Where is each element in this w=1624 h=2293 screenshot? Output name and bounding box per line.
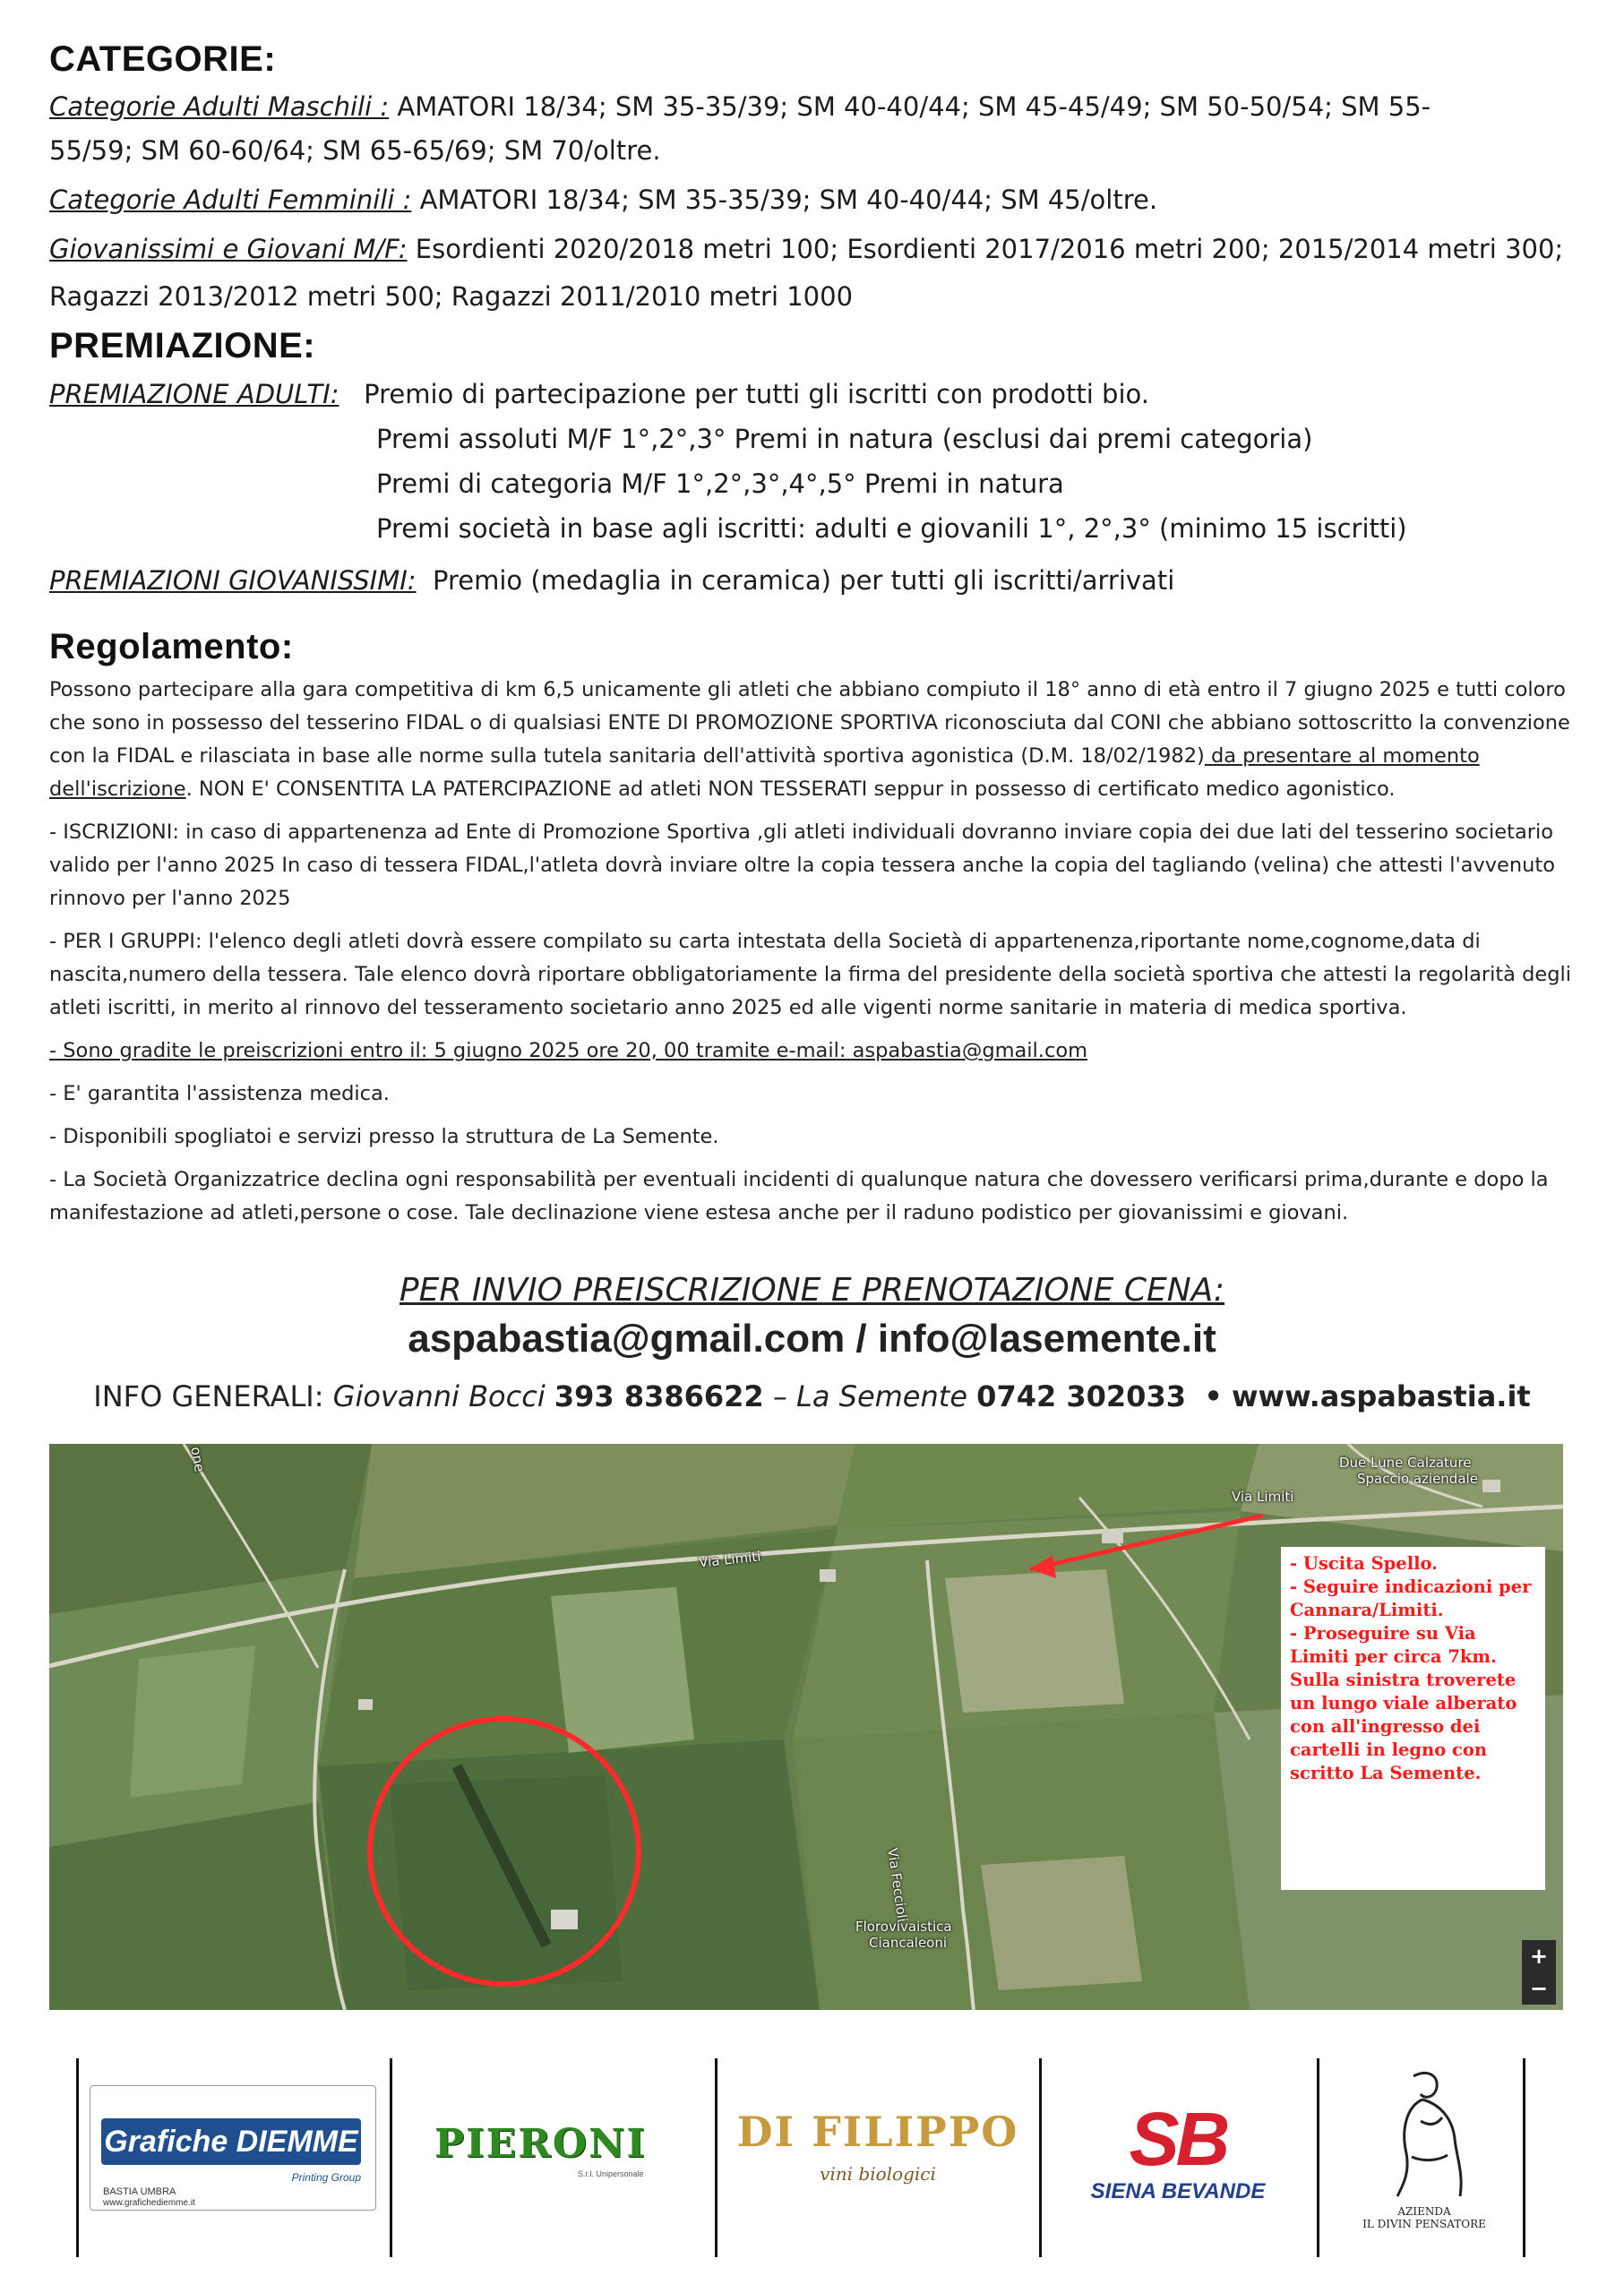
giovani-text-1: Esordienti 2020/2018 metri 100; Esordienti 2017/2016 metri 200; 2015/2014 metri 300; [415, 234, 1564, 264]
maschili-label: Categorie Adulti Maschili : [49, 91, 390, 122]
contatti-info [0, 1379, 1624, 1413]
bullet: • [1204, 1379, 1223, 1413]
divider [1039, 2058, 1042, 2257]
divider [1317, 2058, 1319, 2257]
map-label-due-lune: Due Lune Calzature [1339, 1455, 1472, 1471]
premiazione-giovanissimi-line [49, 563, 1174, 598]
regolamento-p6: - Disponibili spogliatoi e servizi presso la struttura de La Semente. [49, 1125, 719, 1148]
pensatore-figure-icon [1371, 2067, 1478, 2202]
difilippo-name: DI FILIPPO [736, 2108, 1019, 2156]
regolamento-p4: - Sono gradite le preiscrizioni entro il: 5 giugno 2025 ore 20, 00 tramite e-mail: aspabastia@gmail.com [49, 1039, 1088, 1062]
regolamento-p7: - La Società Organizzatrice declina ogni responsabilità per eventuali incidenti di qualunque natura che dovessero verificarsi prima,durante e dopo la manifestazione ad atleti,persone o cose. Tale declinazione viene estesa anche per il raduno podistico per giovanissimi e giovani. [49, 1168, 1549, 1224]
zoom-out-button[interactable]: − [1529, 1976, 1549, 2001]
person-1: Giovanni Bocci [332, 1379, 546, 1413]
regolamento-p5: - E' garantita l'assistenza medica. [49, 1082, 390, 1105]
femminili-text: AMATORI 18/34; SM 35-35/39; SM 40-40/44; SM 45/oltre. [419, 185, 1158, 215]
map-label-florovivaistica: Florovivaistica [855, 1919, 952, 1935]
regolamento-body [49, 674, 1572, 1240]
premiazione-adulti-line-2: Premi assoluti M/F 1°,2°,3° Premi in natura (esclusi dai premi categoria) [376, 424, 1313, 454]
maschili-line-2: 55/59; SM 60-60/64; SM 65-65/69; SM 70/oltre. [49, 135, 661, 166]
website-link[interactable]: www.aspabastia.it [1231, 1379, 1531, 1413]
difilippo-logo [730, 2108, 1026, 2206]
separator: – [772, 1379, 787, 1413]
difilippo-sub: vini biologici [820, 2163, 936, 2185]
sb-mark: SB [1129, 2097, 1227, 2181]
maschili-line-1 [49, 89, 1431, 125]
premiazione-giovanissimi-label: PREMIAZIONI GIOVANISSIMI: [49, 565, 417, 596]
diemme-city: BASTIA UMBRA [103, 2186, 176, 2197]
azienda-line-2: IL DIVIN PENSATORE [1362, 2218, 1486, 2230]
contatti-title: PER INVIO PREISCRIZIONE E PRENOTAZIONE CENA: [399, 1272, 1225, 1309]
contatti-emails[interactable]: aspabastia@gmail.com / info@lasemente.it [408, 1317, 1216, 1361]
regolamento-p1-end: . NON E' CONSENTITA LA PATERCIPAZIONE ad atleti NON TESSERATI seppur in possesso di certificato medico agonistico. [185, 777, 1396, 801]
premiazione-adulti-label: PREMIAZIONE ADULTI: [49, 379, 339, 409]
directions-line-3: - Proseguire su Via Limiti per circa 7km. Sulla sinistra troverete un lungo viale alberato con all'ingresso dei cartelli in legno con scritto La Semente. [1290, 1623, 1517, 1783]
premiazione-adulti-line-4: Premi società in base agli iscritti: adulti e giovanili 1°, 2°,3° (minimo 15 iscritti) [376, 513, 1407, 544]
categorie-heading: CATEGORIE: [49, 39, 277, 79]
phone-1[interactable]: 393 8386622 [554, 1379, 764, 1413]
info-label: INFO GENERALI: [93, 1379, 324, 1413]
divider [390, 2058, 392, 2257]
femminili-line [49, 182, 1157, 218]
pieroni-logo [434, 2121, 685, 2193]
premiazione-adulti-text-1: Premio di partecipazione per tutti gli iscritti con prodotti bio. [364, 379, 1149, 409]
zoom-in-button[interactable]: + [1529, 1944, 1549, 1969]
divider [1523, 2058, 1525, 2257]
phone-2[interactable]: 0742 302033 [976, 1379, 1186, 1413]
map-label-ciancaleoni: Ciancaleoni [869, 1935, 948, 1951]
map-label-via-limiti-2: Via Limiti [1232, 1489, 1294, 1505]
premiazione-heading: PREMIAZIONE: [49, 326, 316, 365]
premiazione-adulti-line-3: Premi di categoria M/F 1°,2°,3°,4°,5° Premi in natura [376, 468, 1064, 499]
giovani-line-2: Ragazzi 2013/2012 metri 500; Ragazzi 2011/2010 metri 1000 [49, 281, 854, 312]
sponsor-bar [0, 2058, 1624, 2264]
divider [715, 2058, 717, 2257]
map-label-via-feccioli: Via Feccioli [884, 1847, 911, 1923]
person-2: La Semente [796, 1379, 967, 1413]
map-label-one: one [187, 1446, 208, 1473]
divider [76, 2058, 79, 2257]
regolamento-p1-underlined: da presentare al momento dell'iscrizione [49, 744, 1480, 801]
zoom-control [1522, 1940, 1556, 2005]
maschili-text-1: AMATORI 18/34; SM 35-35/39; SM 40-40/44; SM 45-45/49; SM 50-50/54; SM 55- [397, 91, 1431, 122]
map-label-via-limiti-1: Via Limiti [698, 1548, 762, 1571]
regolamento-heading: Regolamento: [49, 627, 294, 666]
regolamento-p1-text: Possono partecipare alla gara competitiva di km 6,5 unicamente gli atleti che abbiano compiuto il 18° anno di età entro il 7 giugno 2025 e tutti coloro che sono in possesso del tesserino FIDAL o di qualsiasi ENTE DI PROMOZIONE SPORTIVA riconosciuta dal CONI che abbiano sottoscritto la convenzione con la FIDAL e rilasciata in base alle norme sulla tutela sanitaria dell'attività sportiva agonistica (D.M. 18/02/1982) [49, 678, 1570, 768]
satellite-map[interactable] [49, 1444, 1563, 2010]
premiazione-adulti-line-1 [49, 376, 1149, 412]
directions-line-1: - Uscita Spello. [1290, 1553, 1438, 1574]
divin-pensatore-logo [1335, 2067, 1514, 2255]
directions-line-2: - Seguire indicazioni per Cannara/Limiti. [1290, 1576, 1532, 1620]
diemme-tag: Printing Group [291, 2171, 361, 2184]
directions-note [1281, 1547, 1545, 1890]
regolamento-p1 [49, 674, 1572, 806]
diemme-site: www.grafichediemme.it [103, 2198, 195, 2208]
giovani-label: Giovanissimi e Giovani M/F: [49, 234, 408, 264]
regolamento-p3: - PER I GRUPPI: l'elenco degli atleti dovrà essere compilato su carta intestata della Società di appartenenza,riportante nome,cognome,data di nascita,numero della tessera. Tale elenco dovrà riportare obbligatoriamente la firma del presidente della società sportiva che attesti la regolarità degli atleti iscritti, in merito al rinnovo del tesseramento societario anno 2025 ed alle vigenti norme sanitarie in materia di medica sportiva. [49, 930, 1572, 1019]
femminili-label: Categorie Adulti Femminili : [49, 185, 412, 215]
diemme-logo [90, 2085, 376, 2211]
siena-name: SIENA BEVANDE [1090, 2179, 1266, 2203]
pieroni-name: PIERONI [434, 2121, 647, 2167]
map-label-spaccio: Spaccio aziendale [1357, 1471, 1478, 1487]
premiazione-giovanissimi-text: Premio (medaglia in ceramica) per tutti gli iscritti/arrivati [433, 565, 1175, 596]
giovani-line-1 [49, 231, 1563, 267]
azienda-line-1: AZIENDA [1397, 2205, 1451, 2218]
pieroni-sub: S.r.l. Unipersonale [578, 2169, 644, 2178]
regolamento-p2: - ISCRIZIONI: in caso di appartenenza ad Ente di Promozione Sportiva ,gli atleti individuali dovranno inviare copia dei due lati del tesserino societario valido per l'anno 2025 In caso di tessera FIDAL,l'atleta dovrà inviare oltre la copia tessera anche la copia del tagliando (velina) che attesti l'avvenuto rinnovo per l'anno 2025 [49, 820, 1555, 910]
diemme-name: Grafiche DIEMME [101, 2118, 361, 2165]
siena-bevande-logo [1057, 2099, 1299, 2224]
